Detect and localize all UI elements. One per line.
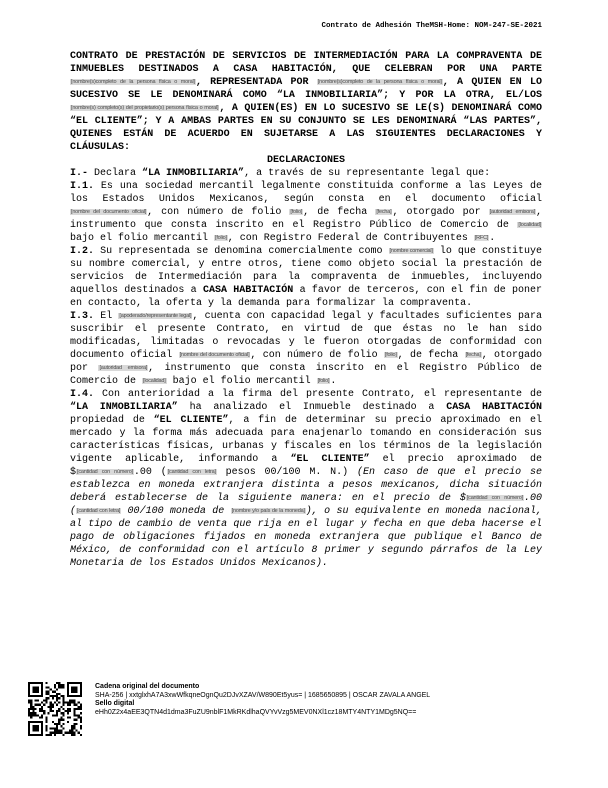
cadena-original-label: Cadena original del documento [95, 683, 200, 690]
field-placeholder: [cantidad con número] [466, 495, 523, 501]
text-run: “LA INMOBILIARIA” [142, 168, 245, 179]
declaration-I-2 [70, 245, 542, 310]
field-placeholder: [nombre y/o país de la moneda] [231, 508, 305, 514]
text-run: CONTRATO DE PRESTACIÓN DE SERVICIOS DE INTERMEDIACIÓN PARA LA COMPRAVENTA DE INMUEBLES DESTINADOS A CASA HABITACIÓN, QUE CELEBRAN POR UNA PARTE [70, 51, 542, 75]
declaraciones-heading [70, 154, 542, 167]
declaration-I-1 [70, 180, 542, 245]
field-placeholder: [nombre del documento oficial] [71, 209, 147, 215]
text-run: ha analizado el Inmueble destinado a [177, 402, 447, 413]
text-run: , A QUIEN EN LO SUCESIVO SE LE DENOMINARÁ COMO “LA INMOBILIARIA”; Y POR LA OTRA, EL/LOS [70, 77, 542, 101]
text-run: propiedad de [70, 415, 154, 426]
text-run: , otorgado por [70, 350, 542, 374]
text-run: , REPRESENTADA POR [195, 77, 317, 88]
field-placeholder: [nombre(s) completo(s) del propietario(s) persona física o moral] [71, 105, 219, 111]
text-run: I.4. [70, 389, 95, 400]
text-run: “EL CLIENTE” [153, 415, 229, 426]
cadena-original-value: SHA-256 | xxtglxhA7A3xwWfkqneOgnQu2DJvXZAV/W890Et5yus= | 1685650895 | OSCAR ZAVALA ANGEL [95, 691, 431, 699]
text-run: . [330, 376, 337, 387]
field-placeholder: [folio] [215, 235, 227, 241]
text-run: , instrumento que consta inscrito en el Registro Público de Comercio de [70, 207, 542, 231]
text-run: . [489, 233, 496, 244]
text-run: , cuenta con capacidad legal y facultades suficientes para suscribir el presente Contrato, en virtud de que éstas no le han sido modificadas, limitadas o revocadas y le fueron otorgadas de conformidad con documento oficial [70, 311, 542, 361]
field-placeholder: [nombre del documento oficial] [179, 352, 250, 358]
text-run: .00 ( [133, 467, 167, 478]
text-run: CASA HABITACIÓN [202, 285, 294, 296]
text-run: 00/100 moneda de [121, 506, 231, 517]
field-placeholder: [folio] [290, 209, 303, 215]
field-placeholder: [autoridad emisora] [489, 209, 535, 215]
field-placeholder: [folio] [317, 378, 330, 384]
sello-digital-label: Sello digital [95, 700, 135, 708]
text-run: el precio aproximado de $ [70, 454, 543, 478]
declaration-I-4 [70, 388, 542, 570]
text-run: “EL CLIENTE” [290, 454, 370, 465]
text-run: Es una sociedad mercantil legalmente constituida conforme a las Leyes de los Estados Unidos Mexicanos, según consta en el documento oficial [70, 181, 542, 205]
field-placeholder: [localidad] [143, 378, 166, 384]
field-placeholder: [apoderado/representante legal] [119, 313, 192, 319]
field-placeholder: [autoridad emisora] [99, 365, 148, 371]
text-run: “LA INMOBILIARIA” [70, 402, 178, 413]
declaration-I [70, 167, 542, 180]
text-run: , con número de folio [250, 350, 384, 361]
text-run: I.- [70, 168, 89, 179]
document-body [70, 50, 542, 570]
text-run: , a través de su representante legal que: [244, 168, 491, 179]
text-run: I.3. [70, 311, 95, 322]
field-placeholder: [cantidad con letra] [77, 508, 121, 514]
text-run: , con Registro Federal de Contribuyentes [227, 233, 474, 244]
field-placeholder: [fecha] [376, 209, 392, 215]
text-run: Con anterioridad a la firma del presente Contrato, el representante de [94, 389, 542, 400]
text-run: Su representada se denomina comercialmente como [94, 246, 389, 257]
text-run: lo que constituye su nombre comercial, y entre otros, tiene como objeto social la prestación de servicios de Intermediación para la compraventa de inmuebles, incluyendo aquellos destinados a [70, 246, 542, 296]
field-placeholder: [nombre(s)completo de la persona física o moral] [317, 79, 442, 85]
text-run: CASA HABITACIÓN [446, 402, 543, 413]
text-run: I.1. [70, 181, 95, 192]
signature-text-block [95, 683, 430, 717]
sello-digital-value: eHh0Z2x4aEE3QTN4d1dma3FuZU9nblF1MkRKdlhaQVYvVzg5MEV0NXl1cz18MTY4NTY1MDg5NQ== [95, 708, 417, 716]
declaration-I-3 [70, 310, 542, 388]
text-run: (En caso de que el precio se establezca en moneda extranjera distinta a pesos mexicanos, dicha situación deberá establecerse de la siguiente manera: en el precio de $ [70, 467, 542, 504]
field-placeholder: [localidad] [518, 222, 541, 228]
text-run: , a fin de determinar su precio aproximado en el mercado y la forma más adecuada para enajenarlo tomando en consideración sus características físicas, urbanas y fiscales en los términos de la legislación vigente aplicable, informando a [70, 415, 543, 465]
text-run: bajo el folio mercantil [166, 376, 317, 387]
text-run: pesos 00/100 M. N.) [216, 467, 358, 478]
text-run: bajo el folio mercantil [70, 233, 215, 244]
text-run: I.2. [70, 246, 95, 257]
text-run: , de fecha [303, 207, 376, 218]
field-placeholder: [folio] [384, 352, 397, 358]
field-placeholder: [cantidad con número] [77, 469, 133, 475]
text-run: .00 ( [70, 493, 542, 517]
text-run: Declara [88, 168, 143, 179]
field-placeholder: [nombre comercial] [389, 248, 433, 254]
text-run: , otorgado por [392, 207, 489, 218]
text-run: El [94, 311, 119, 322]
field-placeholder: [nombre(s)completo de la persona física o moral] [71, 79, 195, 85]
text-run: ), o su equivalente en moneda nacional, al tipo de cambio de venta que rija en el lugar y fecha en que deba hacerse el pago de obligaciones fijados en moneda extranjera que publique el Banco de México, de conformidad con el artículo 8 primer y segundo párrafos de la Ley Monetaria de los Estados Unidos Mexicanos). [70, 506, 542, 569]
contract-title-paragraph [70, 50, 542, 154]
text-run: , A QUIEN(ES) EN LO SUCESIVO SE LE(S) DENOMINARÁ COMO “EL CLIENTE”; Y A AMBAS PARTES EN SU CONJUNTO SE LES DENOMINARÁ “LAS PARTES”, QUIENES ESTÁN DE ACUERDO EN SUJETARSE A LAS SIGUIENTES DECLARACIONES Y CLÁUSULAS: [70, 103, 542, 153]
text-run: , con número de folio [147, 207, 290, 218]
text-run: , de fecha [397, 350, 465, 361]
qr-code [28, 682, 82, 736]
field-placeholder: [RFC] [474, 235, 489, 241]
field-placeholder: [cantidad con letra] [167, 469, 216, 475]
text-run: a favor de terceros, con el fin de poner en contacto, la oferta y la demanda para formalizar la compraventa. [70, 285, 543, 309]
field-placeholder: [fecha] [465, 352, 481, 358]
document-reference: Contrato de Adhesión TheMSH-Home: NOM-247-SE-2021 [321, 22, 542, 30]
text-run: , instrumento que consta inscrito en el Registro Público de Comercio de [70, 363, 542, 387]
text-run: DECLARACIONES [266, 155, 345, 166]
